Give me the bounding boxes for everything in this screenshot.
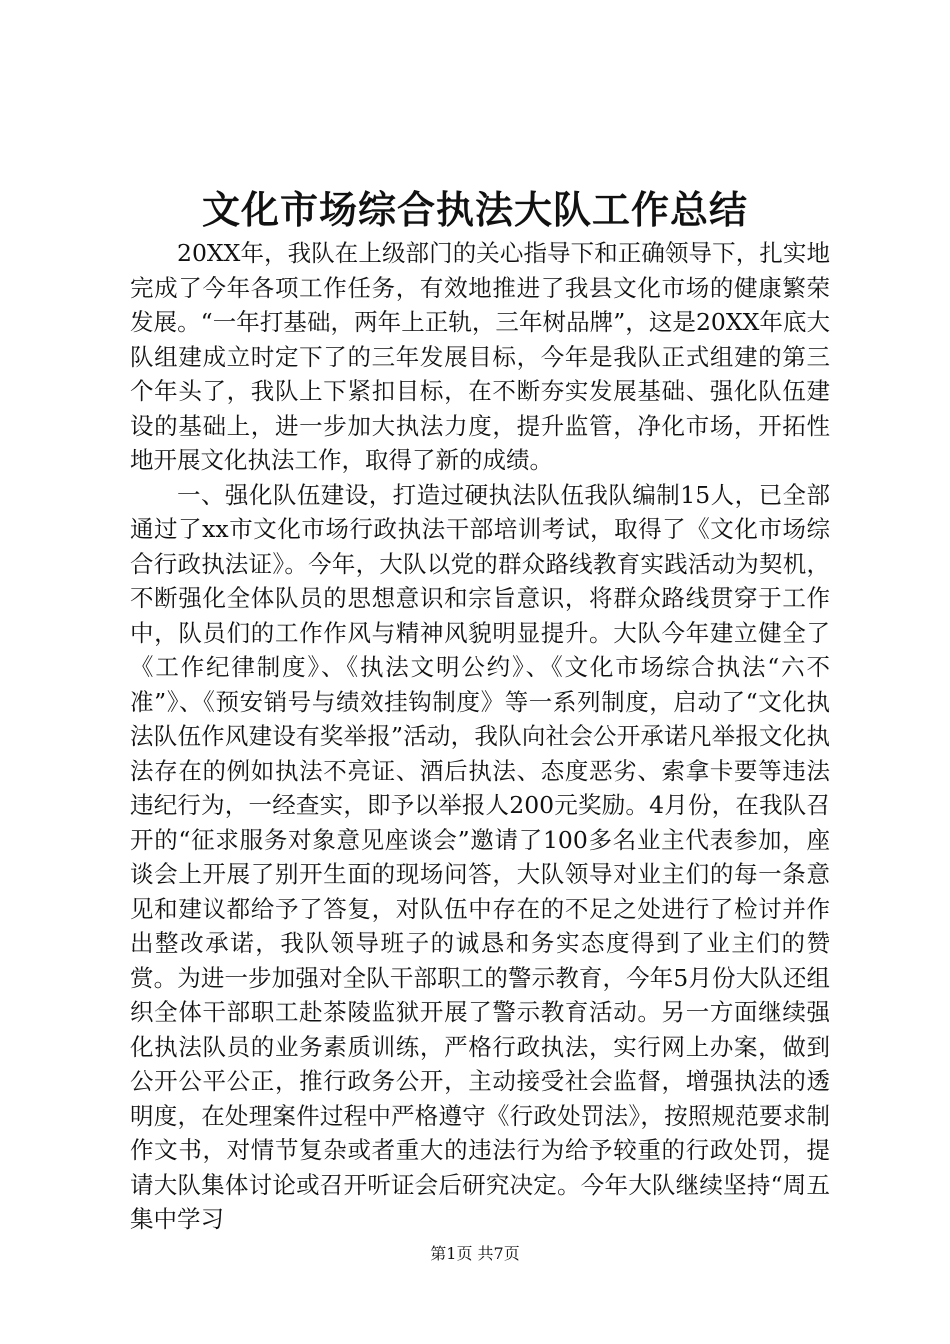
document-body xyxy=(130,236,830,1237)
paragraph-intro: 20XX年，我队在上级部门的关心指导下和正确领导下，扎实地完成了今年各项工作任务，有效地推进了我县文化市场的健康繁荣发展。“一年打基础，两年上正轨，三年树品牌”，这是20XX年底大队组建成立时定下了的三年发展目标，今年是我队正式组建的第三个年头了，我队上下紧扣目标，在不断夯实发展基础、强化队伍建设的基础上，进一步加大执法力度，提升监管，净化市场，开拓性地开展文化执法工作，取得了新的成绩。 xyxy=(130,239,830,474)
page-number-footer: 第1页 共7页 xyxy=(430,1244,520,1263)
document-title: 文化市场综合执法大队工作总结 xyxy=(201,187,748,232)
paragraph-team-building: 一、强化队伍建设，打造过硬执法队伍我队编制15人，已全部通过了xx市文化市场行政执法干部培训考试，取得了《文化市场综合行政执法证》。今年，大队以党的群众路线教育实践活动为契机，不断强化全体队员的思想意识和宗旨意识，将群众路线贯穿于工作中，队员们的工作作风与精神风貌明显提升。大队今年建立健全了《工作纪律制度》、《执法文明公约》、《文化市场综合执法“六不准”》、《预安销号与绩效挂钩制度》等一系列制度，启动了“文化执法队伍作风建设有奖举报”活动，我队向社会公开承诺凡举报文化执法存在的例如执法不亮证、酒后执法、态度恶劣、索拿卡要等违法违纪行为，一经查实，即予以举报人200元奖励。4月份，在我队召开的“征求服务对象意见座谈会”邀请了100多名业主代表参加，座谈会上开展了别开生面的现场问答，大队领导对业主们的每一条意见和建议都给予了答复，对队伍中存在的不足之处进行了检讨并作出整改承诺，我队领导班子的诚恳和务实态度得到了业主们的赞赏。为进一步加强对全队干部职工的警示教育，今年5月份大队还组织全体干部职工赴茶陵监狱开展了警示教育活动。另一方面继续强化执法队员的业务素质训练，严格行政执法，实行网上办案，做到公开公平公正，推行政务公开，主动接受社会监督，增强执法的透明度，在处理案件过程中严格遵守《行政处罚法》，按照规范要求制作文书，对情节复杂或者重大的违法行为给予较重的行政处罚，提请大队集体讨论或召开听证会后研究决定。今年大队继续坚持“周五集中学习 xyxy=(130,480,830,1233)
